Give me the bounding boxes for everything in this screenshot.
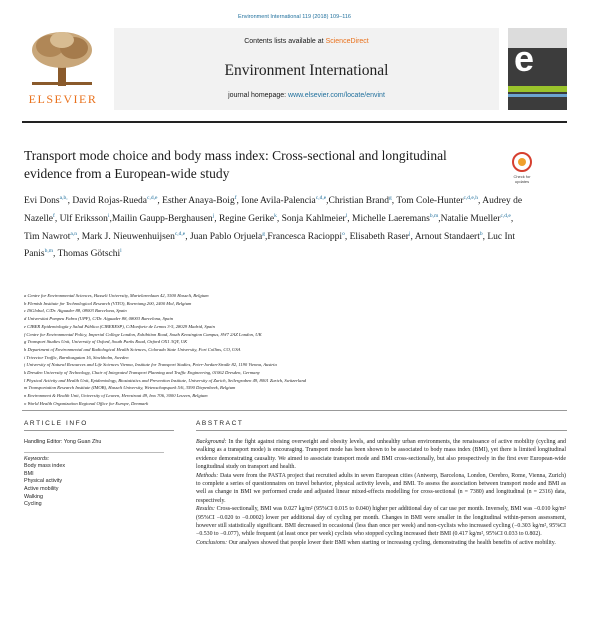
author-affiliation-marker[interactable]: a,n [70,230,77,237]
keyword-item: Physical activity [24,478,63,485]
author-name[interactable]: Esther Anaya-Boig [162,196,235,207]
author-name[interactable]: Tim Nawrot [24,231,71,242]
abstract-paragraph [196,438,566,471]
check-for-updates-label: Check for updates [513,174,531,184]
article-info [24,439,174,509]
keyword-item: Active mobility [24,485,59,492]
author-name[interactable]: Sonja Kahlmeier [281,213,346,224]
abstract-section-label: Results: [196,506,215,513]
cover-stripe-secondary [508,94,567,97]
author-affiliation-marker[interactable]: b,m [44,248,53,255]
author-affiliation-marker[interactable]: c,d,e [147,195,158,201]
article-info-rule [24,430,174,431]
keywords-label: Keywords: [24,455,50,462]
author-name[interactable]: Francesca Racioppi [267,231,343,242]
affiliation-item: l Physical Activity and Health Unit, Epidemiology, Biostatistics and Prevention Institute, University of Zurich, Seilergraben 49, 8001 Zurich, Switzerland [24,377,307,383]
journal-title: Environment International [224,62,389,79]
abstract-section-text: Data were from the PASTA project that recruited adults in seven European cities (Antwerp, Barcelona, London, Oerebro, Rome, Vienna, Zurich) to complete a series of questionnaires on travel behavior, physical activity levels, and BMI. To assess the association between transport mode and BMI as well as change in BMI we performed crude and adjusted linear mixed-effects modelling for cross-sectional (n = 7380) and longitudinal (n = 2316) data, respectively. [196,472,566,504]
homepage-prefix: journal homepage: [228,92,289,99]
abstract-section-label: Methods: [196,472,219,479]
author-name[interactable]: Evi Dons [24,196,60,207]
affiliation-list [24,292,544,408]
journal-reference[interactable]: Environment International 119 (2018) 109–116 [238,14,351,20]
affiliation-item: f Centre for Environmental Policy, Imperial College London, Exhibition Road, South Kensington Campus, SW7 2AZ London, UK [24,331,262,337]
keyword-item: Walking [24,493,43,500]
author-affiliation-marker[interactable]: o [342,230,345,237]
author-name[interactable]: Mark J. Nieuwenhuijsen [81,231,175,242]
keyword-list [24,463,174,509]
abstract-section-text: In the fight against rising overweight and obesity levels, and unhealthy urban environments, the renaissance of active mobility (cycling and walking as a transport mode) is encouraging. Transport mode has been shown to be associated to body mass index (BMI), yet there is limited longitudinal evidence demonstrating causality. We aimed to associate transport mode and BMI cross-sectionally, but also prospectively in the first ever European-wide longitudinal study on transport and health. [196,439,566,470]
abstract-paragraph [196,505,566,538]
cover-letter: e [514,38,535,79]
author-affiliation-marker[interactable]: j [212,212,215,219]
author-name[interactable]: David Rojas-Rueda [72,196,147,207]
affiliation-item: b Flemish Institute for Technological Research (VITO), Boeretang 200, 2400 Mol, Belgium [24,300,192,306]
journal-cover-thumbnail[interactable] [508,28,567,110]
author-name[interactable]: Luc Int Panis [24,231,516,260]
abstract-body [196,438,566,548]
author-name[interactable]: Tom Cole-Hunter [396,196,464,207]
author-name[interactable]: Elisabeth Raser [349,231,409,242]
author-affiliation-marker[interactable]: g [262,230,266,237]
author-name[interactable]: Michelle Laeremans [352,213,430,224]
elsevier-wordmark: ELSEVIER [28,92,98,106]
author-affiliation-marker[interactable]: c,d,e [500,212,511,219]
affiliation-item: o World Health Organization Regional Office for Europe, Denmark [24,400,149,406]
handling-editor: Handling Editor: Yong Guan Zhu [24,439,102,445]
abstract-section-text: Our analyses showed that people lower their BMI when starting or increasing cycling, demonstrating the health benefits of active mobility. [227,540,556,547]
author-name[interactable]: Audrey de Nazelle [24,196,523,224]
keyword-item: Cycling [24,501,42,508]
crossmark-icon [512,152,532,172]
homepage-line [114,92,499,99]
author-affiliation-marker[interactable]: b [479,230,483,237]
affiliations-divider [22,410,567,411]
keyword-item: Body mass index [24,463,66,470]
author-affiliation-marker[interactable]: a,b, [59,195,68,201]
author-list: Evi Dons$^{a,b,}$, David Rojas-Rueda$^{c,d,e}$, Esther Anaya-Boig$^f$, Ione Avila-Palencia$^{c,d,e}$,Christian Brand$^g$, Tom Cole-Hunter$^{c,d,e,h}$, Audrey de Nazelle$^f$, Ulf Eriksson$^i$,Mailin Gaupp-Berghausen$^j$, Regine Gerike$^k$, Sonja Kahlmeier$^l$, Michelle Laeremans$^{b,m}$,Natalie Mueller$^{c,d,e}$, Tim Nawrot$^{a,n}$, Mark J. Nieuwenhuijsen$^{c,d,e}$, Juan Pablo Orjuela$^g$,Francesca Racioppi$^o$, Elisabeth Raser$^j$, Arnout Standaert$^b$, Luc Int Panis$^{b,m}$, Thomas Götschi$^l$ [24,195,523,260]
keyword-item: BMI [24,470,34,477]
affiliation-item: m Transportation Research Institute (IMOB), Hasselt University, Wetenschapspark 5/6, 3590 Diepenbeek, Belgium [24,385,236,391]
contents-prefix: Contents lists available at [244,38,326,45]
author-name[interactable]: Christian Brand [328,196,389,207]
cover-stripe [508,86,567,92]
author-affiliation-marker[interactable]: f [53,212,55,219]
check-for-updates[interactable] [508,152,536,188]
sciencedirect-link[interactable]: ScienceDirect [325,38,369,45]
affiliation-item: d Universitat Pompeu Fabra (UPF), C/Dr. Aiguader 88, 08003 Barcelona, Spain [24,316,174,322]
author-affiliation-marker[interactable]: l [345,212,348,219]
author-affiliation-marker[interactable]: c,d,e [315,195,327,201]
author-affiliation-marker[interactable]: f [234,195,237,201]
abstract-section-label: Background: [196,439,227,445]
affiliation-item: k Dresden University of Technology, Chair of Integrated Transport Planning and Traffic Engineering, 01062 Dresden, Germany [24,370,260,376]
author-affiliation-marker[interactable]: b,m [429,212,439,219]
journal-banner [114,28,499,110]
author-affiliation-marker[interactable]: j [408,230,411,237]
abstract-section-label: Conclusions: [196,540,228,547]
tree-logo-icon [28,30,96,88]
homepage-link[interactable]: www.elsevier.com/locate/envint [288,92,385,99]
affiliation-item: h Department of Environmental and Radiological Health Sciences, Colorado State University, Fort Collins, CO, USA [24,346,241,352]
author-name[interactable]: Arnout Standaert [414,231,480,242]
author-affiliation-marker[interactable]: k [274,212,277,219]
elsevier-logo[interactable] [22,28,104,108]
affiliation-item: j University of Natural Resources and Life Sciences Vienna, Institute for Transport Studies, Peter-Jordan-Straße 82, 1190 Vienna, Austria [24,362,277,368]
abstract-paragraph [196,539,566,547]
abstract-rule [196,430,567,431]
affiliation-item: e CIBER Epidemiología y Salud Pública (CIBERESP), C/Monforte de Lemos 3-5, 28029 Madrid, Spain [24,323,215,329]
affiliation-item: a Centre for Environmental Sciences, Hasselt University, Martelarenlaan 42, 3500 Hasselt, Belgium [24,293,209,298]
abstract-paragraph [196,472,566,505]
journal-masthead [22,28,567,116]
author-affiliation-marker[interactable]: l [120,248,122,255]
author-affiliation-marker[interactable]: c,d,e,h [463,195,478,201]
author-name[interactable]: Regine Gerike [218,213,275,224]
author-name[interactable]: Juan Pablo Orjuela [189,231,263,242]
affiliation-item: g Transport Studies Unit, University of Oxford, South Parks Road, Oxford OX1 3QY, UK [24,339,188,345]
header-divider [22,121,567,123]
contents-line [114,38,499,45]
author-name[interactable]: Mailin Gaupp-Berghausen [111,213,213,224]
article-title: Transport mode choice and body mass index: Cross-sectional and longitudinal evidence from a European-wide study [24,148,447,181]
affiliation-item: n Environment & Health Unit, University of Leuven, Herestraat 49, box 706, 3000 Leuven, Belgium [24,393,208,399]
author-affiliation-marker[interactable]: i [107,212,110,219]
abstract-section-text: Cross-sectionally, BMI was 0.027 kg/m² (95%CI 0.015 to 0.040) higher per additional day of car use per month. Inversely, BMI was −0.010 kg/m² (95%CI −0.020 to −0.0002) lower per additional day of cycling per month. Changes in BMI were smaller in the longitudinal within-person assessment, however still statistically significant. BMI decreased in occasional (less than once per week) and non-cyclists who increased cycling (−0.303 kg/m², 95%CI −0.530 to −0.077), while frequent (at least once per week) cyclists who stopped cycling increased their BMI (0.417 kg/m², 95%CI 0.033 to 0.802). [196,506,566,538]
keywords-rule [24,452,164,453]
author-name[interactable]: Thomas Götschi [57,249,121,260]
author-affiliation-marker[interactable]: c,d,e [174,230,186,237]
article-info-heading: ARTICLE INFO [24,420,88,427]
affiliation-item: i Trivector Traffic, Barnhusgatan 16, Stockholm, Sweden [24,354,129,360]
affiliation-item: c ISGlobal, C/Dr. Aiguader 88, 08003 Barcelona, Spain [24,308,127,314]
author-name[interactable]: Ulf Eriksson [59,213,108,224]
author-affiliation-marker[interactable]: g [388,195,392,201]
abstract-heading: ABSTRACT [196,420,244,427]
author-name[interactable]: Natalie Mueller [440,213,501,224]
author-name[interactable]: Ione Avila-Palencia [241,196,316,207]
